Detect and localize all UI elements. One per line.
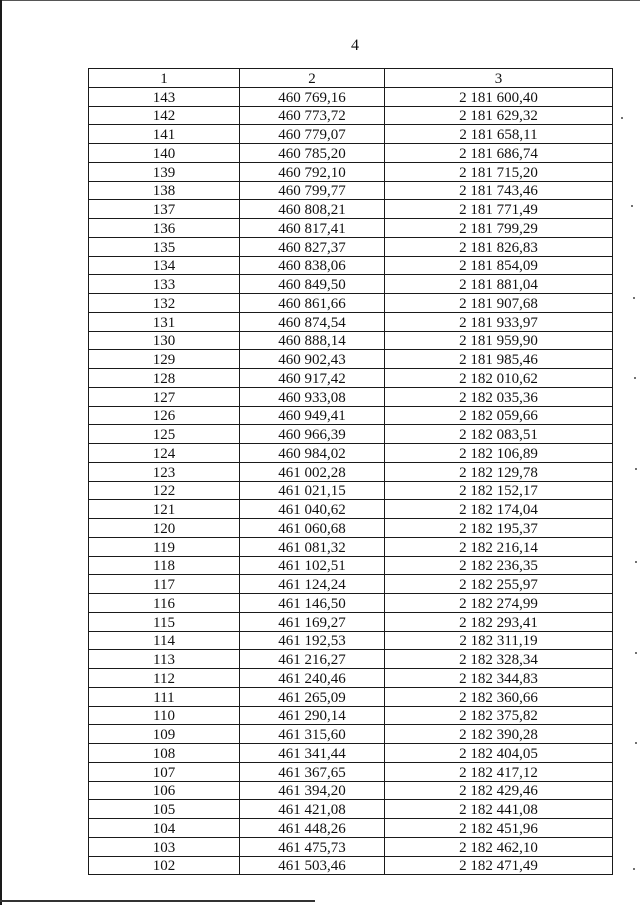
table-row (89, 519, 613, 538)
x-coordinate-cell: 461 216,27 (240, 650, 385, 669)
point-number-cell: 138 (89, 181, 240, 200)
point-number-cell: 125 (89, 425, 240, 444)
y-coordinate-cell: 2 181 933,97 (385, 312, 613, 331)
scan-speck (633, 868, 635, 870)
point-number-cell: 132 (89, 294, 240, 313)
y-coordinate-cell: 2 182 174,04 (385, 500, 613, 519)
y-coordinate-cell: 2 181 959,90 (385, 331, 613, 350)
table-row (89, 669, 613, 688)
y-coordinate-cell: 2 181 985,46 (385, 350, 613, 369)
y-coordinate-cell: 2 182 360,66 (385, 687, 613, 706)
x-coordinate-cell: 460 874,54 (240, 312, 385, 331)
table-row (89, 275, 613, 294)
scan-speck (631, 205, 633, 207)
point-number-cell: 123 (89, 462, 240, 481)
table-row (89, 331, 613, 350)
y-coordinate-cell: 2 182 195,37 (385, 519, 613, 538)
x-coordinate-cell: 460 861,66 (240, 294, 385, 313)
table-row (89, 425, 613, 444)
point-number-cell: 124 (89, 444, 240, 463)
column-header-1: 1 (89, 69, 240, 88)
point-number-cell: 102 (89, 856, 240, 875)
y-coordinate-cell: 2 181 854,09 (385, 256, 613, 275)
table-row (89, 200, 613, 219)
table-row (89, 256, 613, 275)
y-coordinate-cell: 2 182 451,96 (385, 819, 613, 838)
y-coordinate-cell: 2 182 404,05 (385, 744, 613, 763)
x-coordinate-cell: 460 779,07 (240, 125, 385, 144)
x-coordinate-cell: 460 785,20 (240, 144, 385, 163)
x-coordinate-cell: 461 240,46 (240, 669, 385, 688)
point-number-cell: 142 (89, 106, 240, 125)
x-coordinate-cell: 460 949,41 (240, 406, 385, 425)
y-coordinate-cell: 2 181 629,32 (385, 106, 613, 125)
x-coordinate-cell: 460 984,02 (240, 444, 385, 463)
x-coordinate-cell: 460 773,72 (240, 106, 385, 125)
table-row (89, 744, 613, 763)
point-number-cell: 130 (89, 331, 240, 350)
x-coordinate-cell: 460 769,16 (240, 87, 385, 106)
point-number-cell: 111 (89, 687, 240, 706)
y-coordinate-cell: 2 182 035,36 (385, 387, 613, 406)
y-coordinate-cell: 2 181 826,83 (385, 237, 613, 256)
y-coordinate-cell: 2 181 771,49 (385, 200, 613, 219)
scan-speck (634, 377, 636, 379)
table-row (89, 106, 613, 125)
y-coordinate-cell: 2 182 274,99 (385, 594, 613, 613)
x-coordinate-cell: 460 838,06 (240, 256, 385, 275)
y-coordinate-cell: 2 181 907,68 (385, 294, 613, 313)
point-number-cell: 135 (89, 237, 240, 256)
scan-speck (621, 117, 623, 119)
table-row (89, 762, 613, 781)
y-coordinate-cell: 2 182 236,35 (385, 556, 613, 575)
point-number-cell: 117 (89, 575, 240, 594)
table-row (89, 87, 613, 106)
point-number-cell: 127 (89, 387, 240, 406)
x-coordinate-cell: 461 290,14 (240, 706, 385, 725)
x-coordinate-cell: 461 021,15 (240, 481, 385, 500)
table-row (89, 406, 613, 425)
table-row (89, 687, 613, 706)
point-number-cell: 115 (89, 612, 240, 631)
x-coordinate-cell: 460 827,37 (240, 237, 385, 256)
point-number-cell: 120 (89, 519, 240, 538)
x-coordinate-cell: 461 102,51 (240, 556, 385, 575)
x-coordinate-cell: 461 265,09 (240, 687, 385, 706)
point-number-cell: 114 (89, 631, 240, 650)
point-number-cell: 133 (89, 275, 240, 294)
table-row (89, 556, 613, 575)
column-header-3: 3 (385, 69, 613, 88)
coordinates-table (88, 68, 613, 875)
table-row (89, 350, 613, 369)
x-coordinate-cell: 461 081,32 (240, 537, 385, 556)
y-coordinate-cell: 2 181 686,74 (385, 144, 613, 163)
x-coordinate-cell: 461 169,27 (240, 612, 385, 631)
point-number-cell: 113 (89, 650, 240, 669)
table-row (89, 856, 613, 875)
table-body (89, 69, 613, 875)
point-number-cell: 139 (89, 162, 240, 181)
x-coordinate-cell: 461 060,68 (240, 519, 385, 538)
table-row (89, 237, 613, 256)
y-coordinate-cell: 2 182 083,51 (385, 425, 613, 444)
y-coordinate-cell: 2 182 216,14 (385, 537, 613, 556)
x-coordinate-cell: 461 475,73 (240, 837, 385, 856)
x-coordinate-cell: 460 817,41 (240, 219, 385, 238)
x-coordinate-cell: 461 192,53 (240, 631, 385, 650)
y-coordinate-cell: 2 182 429,46 (385, 781, 613, 800)
point-number-cell: 110 (89, 706, 240, 725)
y-coordinate-cell: 2 182 417,12 (385, 762, 613, 781)
y-coordinate-cell: 2 182 471,49 (385, 856, 613, 875)
point-number-cell: 136 (89, 219, 240, 238)
table-row (89, 837, 613, 856)
table-row (89, 781, 613, 800)
table-row (89, 181, 613, 200)
point-number-cell: 141 (89, 125, 240, 144)
x-coordinate-cell: 460 799,77 (240, 181, 385, 200)
y-coordinate-cell: 2 182 311,19 (385, 631, 613, 650)
x-coordinate-cell: 460 808,21 (240, 200, 385, 219)
table-row (89, 219, 613, 238)
x-coordinate-cell: 461 421,08 (240, 800, 385, 819)
x-coordinate-cell: 460 849,50 (240, 275, 385, 294)
point-number-cell: 116 (89, 594, 240, 613)
scan-speck (635, 742, 637, 744)
point-number-cell: 106 (89, 781, 240, 800)
y-coordinate-cell: 2 182 375,82 (385, 706, 613, 725)
table-row (89, 125, 613, 144)
table-row (89, 500, 613, 519)
point-number-cell: 112 (89, 669, 240, 688)
y-coordinate-cell: 2 181 715,20 (385, 162, 613, 181)
table-row (89, 575, 613, 594)
point-number-cell: 118 (89, 556, 240, 575)
y-coordinate-cell: 2 181 799,29 (385, 219, 613, 238)
table-row (89, 387, 613, 406)
point-number-cell: 105 (89, 800, 240, 819)
x-coordinate-cell: 461 124,24 (240, 575, 385, 594)
scan-speck (635, 652, 637, 654)
point-number-cell: 129 (89, 350, 240, 369)
y-coordinate-cell: 2 182 129,78 (385, 462, 613, 481)
point-number-cell: 134 (89, 256, 240, 275)
x-coordinate-cell: 461 367,65 (240, 762, 385, 781)
y-coordinate-cell: 2 181 743,46 (385, 181, 613, 200)
y-coordinate-cell: 2 182 059,66 (385, 406, 613, 425)
y-coordinate-cell: 2 182 293,41 (385, 612, 613, 631)
table-row (89, 650, 613, 669)
x-coordinate-cell: 461 040,62 (240, 500, 385, 519)
scan-edge-bottom (0, 900, 315, 902)
y-coordinate-cell: 2 182 462,10 (385, 837, 613, 856)
x-coordinate-cell: 460 917,42 (240, 369, 385, 388)
scan-speck (635, 468, 637, 470)
table-row (89, 162, 613, 181)
table-row (89, 631, 613, 650)
point-number-cell: 143 (89, 87, 240, 106)
x-coordinate-cell: 461 341,44 (240, 744, 385, 763)
point-number-cell: 119 (89, 537, 240, 556)
y-coordinate-cell: 2 181 600,40 (385, 87, 613, 106)
table-row (89, 706, 613, 725)
table-row (89, 294, 613, 313)
x-coordinate-cell: 460 966,39 (240, 425, 385, 444)
page-number: 4 (351, 37, 359, 54)
y-coordinate-cell: 2 182 152,17 (385, 481, 613, 500)
point-number-cell: 103 (89, 837, 240, 856)
x-coordinate-cell: 461 448,26 (240, 819, 385, 838)
scan-edge-left (0, 0, 2, 905)
point-number-cell: 108 (89, 744, 240, 763)
table-row (89, 481, 613, 500)
table-row (89, 462, 613, 481)
table-row (89, 537, 613, 556)
table-row (89, 369, 613, 388)
table-row (89, 725, 613, 744)
point-number-cell: 109 (89, 725, 240, 744)
x-coordinate-cell: 461 146,50 (240, 594, 385, 613)
point-number-cell: 131 (89, 312, 240, 331)
y-coordinate-cell: 2 181 881,04 (385, 275, 613, 294)
y-coordinate-cell: 2 182 106,89 (385, 444, 613, 463)
point-number-cell: 104 (89, 819, 240, 838)
x-coordinate-cell: 460 902,43 (240, 350, 385, 369)
x-coordinate-cell: 461 394,20 (240, 781, 385, 800)
y-coordinate-cell: 2 182 328,34 (385, 650, 613, 669)
x-coordinate-cell: 460 933,08 (240, 387, 385, 406)
point-number-cell: 137 (89, 200, 240, 219)
y-coordinate-cell: 2 182 441,08 (385, 800, 613, 819)
point-number-cell: 121 (89, 500, 240, 519)
y-coordinate-cell: 2 182 390,28 (385, 725, 613, 744)
scan-edge-top (0, 0, 640, 1)
table-row (89, 144, 613, 163)
table-row (89, 444, 613, 463)
table-row (89, 819, 613, 838)
table-header-row (89, 69, 613, 88)
table-row (89, 594, 613, 613)
y-coordinate-cell: 2 181 658,11 (385, 125, 613, 144)
table-row (89, 612, 613, 631)
y-coordinate-cell: 2 182 344,83 (385, 669, 613, 688)
x-coordinate-cell: 461 503,46 (240, 856, 385, 875)
point-number-cell: 128 (89, 369, 240, 388)
y-coordinate-cell: 2 182 255,97 (385, 575, 613, 594)
column-header-2: 2 (240, 69, 385, 88)
table-row (89, 312, 613, 331)
point-number-cell: 140 (89, 144, 240, 163)
x-coordinate-cell: 461 315,60 (240, 725, 385, 744)
x-coordinate-cell: 460 888,14 (240, 331, 385, 350)
x-coordinate-cell: 460 792,10 (240, 162, 385, 181)
point-number-cell: 126 (89, 406, 240, 425)
table-row (89, 800, 613, 819)
scan-speck (633, 297, 635, 299)
x-coordinate-cell: 461 002,28 (240, 462, 385, 481)
y-coordinate-cell: 2 182 010,62 (385, 369, 613, 388)
scan-speck (635, 561, 637, 563)
point-number-cell: 122 (89, 481, 240, 500)
point-number-cell: 107 (89, 762, 240, 781)
